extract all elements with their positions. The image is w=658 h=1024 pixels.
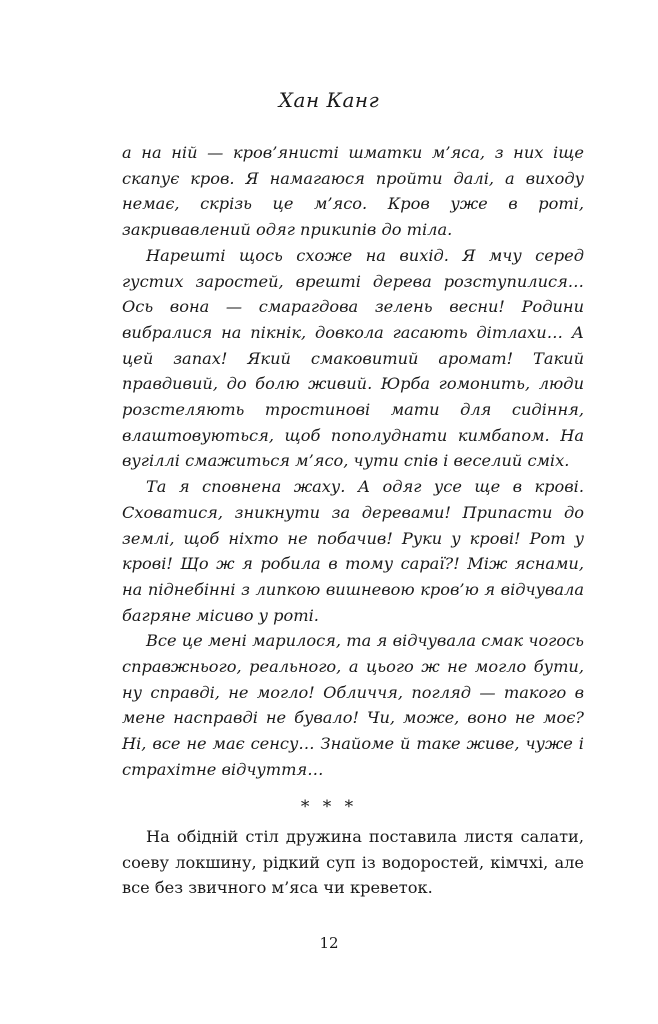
page-number: 12	[319, 934, 339, 952]
paragraph-1: а на ній — кров’янисті шматки м’яса, з них іще скапує кров. Я намагаюся пройти далі, а виходу немає, скрізь це м’ясо. Кров уже в роті, закривавлений одяг прикипів до тіла.	[122, 143, 584, 240]
regular-text-block	[122, 824, 584, 901]
paragraph-4: Все це мені марилося, та я відчувала смак чогось справжнього, реального, а цього ж не могло бути, ну справді, не могло! Обличчя, погляд — такого в мене насправді не бувало! Чи, може, воно не моє? Ні, все не має сенсу… Знайоме й таке живе, чуже і страхітне відчуття…	[122, 631, 584, 779]
italic-text-block	[122, 140, 584, 783]
section-separator: * * *	[300, 797, 358, 817]
paragraph-5: На обідній стіл дружина поставила листя салати, соеву локшину, рідкий суп із водоростей, кімчхі, але все без звичного м’яса чи креветок.	[122, 827, 584, 898]
running-head: Хан Канг	[278, 88, 380, 112]
paragraph-3: Та я сповнена жаху. А одяг усе ще в крові. Сховатися, зникнути за деревами! Припасти до землі, щоб ніхто не побачив! Руки у крові! Рот у крові! Що ж я робила в тому сараї?! Між яснами, на піднебінні з липкою вишневою кров’ю я відчувала багряне місиво у роті.	[122, 477, 584, 625]
paragraph-2: Нарешті щось схоже на вихід. Я мчу серед густих заростей, врешті дерева розступилися… Ось вона — смарагдова зелень весни! Родини вибралися на пікнік, довкола гасають дітлахи… А цей запах! Який смаковитий аромат! Такий правдивий, до болю живий. Юрба гомонить, люди розстеляють тростинові мати для сидіння, влаштовуються, щоб пополуднати кимбапом. На вугіллі смажиться м’ясо, чути спів і веселий сміх.	[122, 245, 584, 471]
